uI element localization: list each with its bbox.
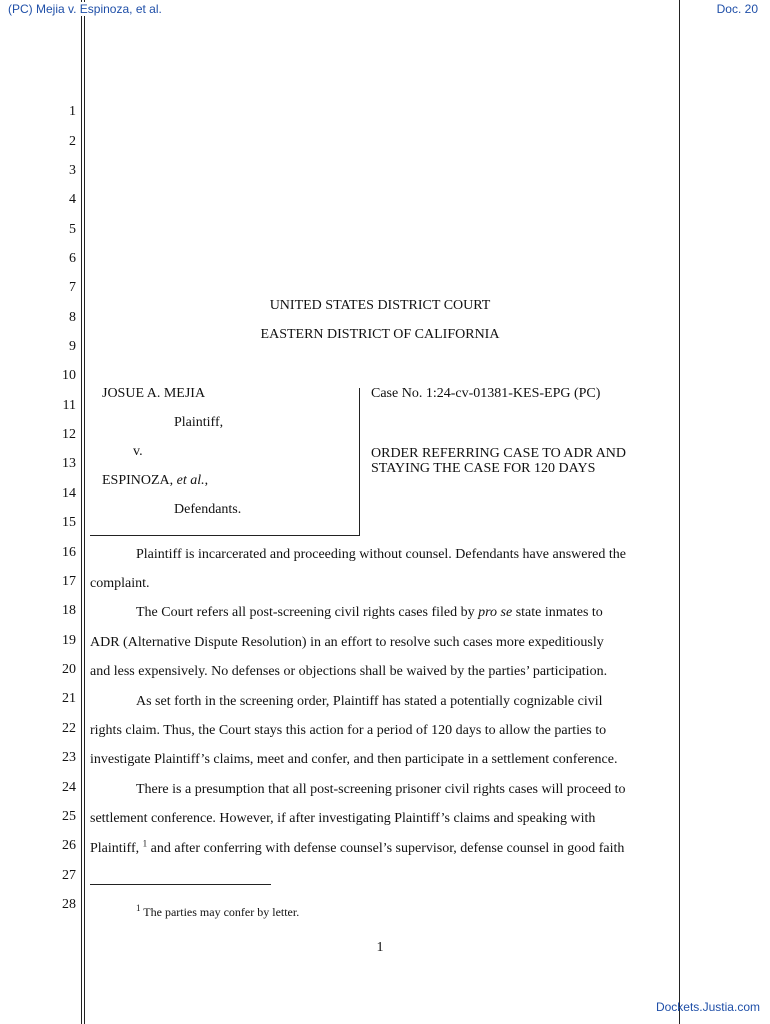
line-number: 8 <box>69 310 76 325</box>
line-number: 27 <box>62 868 76 883</box>
line-number: 18 <box>62 603 76 618</box>
line-number: 22 <box>62 721 76 736</box>
line-number: 7 <box>69 280 76 295</box>
case-number: Case No. 1:24-cv-01381-KES-EPG (PC) <box>371 386 601 401</box>
page-number: 1 <box>376 940 384 955</box>
body-line: and less expensively. No defenses or objections shall be waived by the parties’ participation. <box>90 664 608 679</box>
line-number: 20 <box>62 662 76 677</box>
line-number: 10 <box>62 368 76 383</box>
line-number: 21 <box>62 691 76 706</box>
body-line: rights claim. Thus, the Court stays this action for a period of 120 days to allow the parties to <box>90 723 607 738</box>
court-district: EASTERN DISTRICT OF CALIFORNIA <box>260 327 500 342</box>
footnote: $^1$ The parties may confer by letter. <box>136 903 300 919</box>
document-number: Doc. 20 <box>716 2 758 16</box>
body-line: As set forth in the screening order, Plaintiff has stated a potentially cognizable civil <box>136 694 603 709</box>
body-line: complaint. <box>90 576 150 591</box>
left-margin-rule-outer <box>81 0 82 1024</box>
justia-link[interactable]: Dockets.Justia.com <box>655 1000 760 1014</box>
line-number: 5 <box>69 222 76 237</box>
plaintiff-label: Plaintiff, <box>174 415 224 430</box>
body-line: ADR (Alternative Dispute Resolution) in an effort to resolve such cases more expeditiously <box>90 635 604 650</box>
line-number: 2 <box>69 134 76 149</box>
court-name: UNITED STATES DISTRICT COURT <box>269 298 491 313</box>
line-number: 15 <box>62 515 76 530</box>
line-number: 19 <box>62 633 76 648</box>
left-margin-rule-inner <box>84 0 85 1024</box>
versus: v. <box>133 444 143 459</box>
line-number: 4 <box>69 192 76 207</box>
body-line: settlement conference. However, if after investigating Plaintiff’s claims and speaking with <box>90 811 596 826</box>
document-header-title: (PC) Mejia v. Espinoza, et al. <box>8 2 162 16</box>
line-number: 12 <box>62 427 76 442</box>
caption-divider-vertical <box>359 388 360 535</box>
right-margin-rule <box>679 0 680 1024</box>
order-title-line-2: STAYING THE CASE FOR 120 DAYS <box>371 461 596 476</box>
line-number: 26 <box>62 838 76 853</box>
line-number: 9 <box>69 339 76 354</box>
line-number: 25 <box>62 809 76 824</box>
body-line: Plaintiff is incarcerated and proceeding without counsel. Defendants have answered the <box>136 547 626 562</box>
line-number: 3 <box>69 163 76 178</box>
defendant-label: Defendants. <box>174 502 242 517</box>
footnote-reference[interactable]: 1 <box>142 838 148 849</box>
line-number: 14 <box>62 486 76 501</box>
plaintiff-name: JOSUE A. MEJIA <box>102 386 206 401</box>
order-title-line-1: ORDER REFERRING CASE TO ADR AND <box>371 446 627 461</box>
body-line: investigate Plaintiff’s claims, meet and confer, and then participate in a settlement conference. <box>90 752 618 767</box>
line-number: 1 <box>69 104 76 119</box>
defendant-name: ESPINOZA, et al., <box>102 473 209 488</box>
line-number: 16 <box>62 545 76 560</box>
footnote-separator <box>90 884 271 885</box>
body-line: Plaintiff, $^1$ and after conferring with defense counsel’s supervisor, defense counsel in good faith <box>90 838 625 856</box>
body-line: There is a presumption that all post-screening prisoner civil rights cases will proceed to <box>136 782 626 797</box>
line-number: 17 <box>62 574 76 589</box>
body-line: The Court refers all post-screening civil rights cases filed by pro se state inmates to <box>136 605 603 620</box>
line-number: 11 <box>62 398 76 413</box>
line-number: 24 <box>62 780 76 795</box>
line-number: 13 <box>62 456 76 471</box>
line-number: 6 <box>69 251 76 266</box>
caption-divider-horizontal <box>90 535 360 536</box>
line-number: 23 <box>62 750 76 765</box>
line-number: 28 <box>62 897 76 912</box>
